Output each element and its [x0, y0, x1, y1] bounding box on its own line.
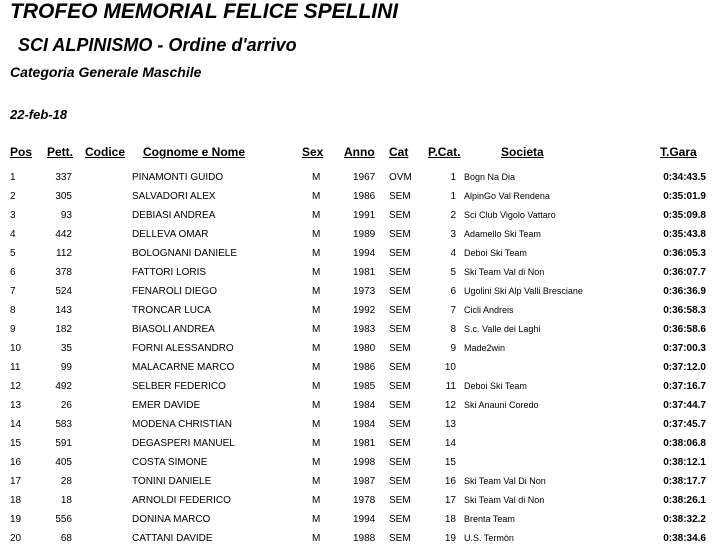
bib-cell: 337: [55, 172, 72, 183]
athlete-name-cell: MALACARNE MARCO: [132, 362, 235, 373]
birth-year-cell: 1986: [353, 362, 376, 373]
race-time-cell: 0:35:43.8: [663, 229, 706, 240]
birth-year-cell: 1984: [353, 400, 376, 411]
bib-cell: 18: [60, 495, 72, 506]
bib-cell: 143: [55, 305, 72, 316]
position-cell: 18: [10, 495, 22, 506]
birth-year-cell: 1967: [353, 172, 376, 183]
category-position-cell: 4: [450, 248, 456, 259]
birth-year-cell: 1980: [353, 343, 376, 354]
race-time-cell: 0:36:36.9: [663, 286, 706, 297]
bib-cell: 182: [55, 324, 72, 335]
header-cat: Cat: [389, 145, 409, 159]
bib-cell: 68: [60, 533, 72, 544]
position-cell: 20: [10, 533, 22, 544]
category-cell: SEM: [389, 400, 411, 411]
athlete-name-cell: FENAROLI DIEGO: [132, 286, 218, 297]
category-position-cell: 12: [444, 400, 456, 411]
athlete-name-cell: BOLOGNANI DANIELE: [132, 248, 238, 259]
athlete-name-cell: BIASOLI ANDREA: [132, 324, 215, 335]
athlete-name-cell: DEBIASI ANDREA: [132, 210, 216, 221]
athlete-name-cell: SELBER FEDERICO: [132, 381, 226, 392]
table-row: [0, 397, 718, 416]
birth-year-cell: 1978: [353, 495, 376, 506]
club-cell: Bogn Na Dia: [464, 172, 516, 182]
table-row: [0, 226, 718, 245]
category-cell: SEM: [389, 305, 411, 316]
table-row: [0, 302, 718, 321]
bib-cell: 378: [55, 267, 72, 278]
header-pos: Pos: [10, 145, 33, 159]
position-cell: 12: [10, 381, 22, 392]
birth-year-cell: 1981: [353, 438, 376, 449]
sex-cell: M: [312, 286, 321, 297]
position-cell: 17: [10, 476, 22, 487]
race-time-cell: 0:38:26.1: [663, 495, 706, 506]
category-cell: SEM: [389, 457, 411, 468]
table-row: [0, 169, 718, 188]
birth-year-cell: 1998: [353, 457, 376, 468]
birth-year-cell: 1981: [353, 267, 376, 278]
bib-cell: 93: [60, 210, 72, 221]
category-position-cell: 1: [450, 191, 456, 202]
position-cell: 15: [10, 438, 22, 449]
sex-cell: M: [312, 324, 321, 335]
position-cell: 9: [10, 324, 16, 335]
race-date: 22-feb-18: [10, 107, 68, 122]
bib-cell: 583: [55, 419, 72, 430]
bib-cell: 591: [55, 438, 72, 449]
header-societa: Societa: [501, 145, 544, 159]
race-time-cell: 0:36:58.6: [663, 324, 706, 335]
athlete-name-cell: MODENA CHRISTIAN: [132, 419, 233, 430]
club-cell: Ski Team Val Di Non: [464, 476, 546, 486]
sex-cell: M: [312, 343, 321, 354]
category-cell: SEM: [389, 191, 411, 202]
sex-cell: M: [312, 229, 321, 240]
category-cell: SEM: [389, 343, 411, 354]
category-cell: OVM: [389, 172, 412, 183]
race-time-cell: 0:37:12.0: [663, 362, 706, 373]
club-cell: Cicli Andreis: [464, 305, 514, 315]
table-row: [0, 473, 718, 492]
category-position-cell: 5: [450, 267, 456, 278]
sex-cell: M: [312, 362, 321, 373]
birth-year-cell: 1986: [353, 191, 376, 202]
position-cell: 1: [10, 172, 16, 183]
table-row: [0, 435, 718, 454]
club-cell: U.S. Termòn: [464, 533, 514, 543]
position-cell: 10: [10, 343, 22, 354]
position-cell: 11: [10, 362, 21, 373]
category-position-cell: 8: [450, 324, 456, 335]
header-codice: Codice: [85, 145, 126, 159]
position-cell: 5: [10, 248, 16, 259]
position-cell: 16: [10, 457, 22, 468]
athlete-name-cell: DONINA MARCO: [132, 514, 211, 525]
birth-year-cell: 1989: [353, 229, 376, 240]
race-time-cell: 0:34:43.5: [663, 172, 706, 183]
header-sex: Sex: [302, 145, 324, 159]
table-row: [0, 530, 718, 549]
bib-cell: 28: [60, 476, 72, 487]
sex-cell: M: [312, 476, 321, 487]
category-position-cell: 7: [450, 305, 456, 316]
sex-cell: M: [312, 305, 321, 316]
athlete-name-cell: DEGASPERI MANUEL: [132, 438, 235, 449]
birth-year-cell: 1985: [353, 381, 376, 392]
race-time-cell: 0:37:00.3: [663, 343, 706, 354]
club-cell: Adamello Ski Team: [464, 229, 541, 239]
sex-cell: M: [312, 267, 321, 278]
position-cell: 4: [10, 229, 16, 240]
athlete-name-cell: ARNOLDI FEDERICO: [132, 495, 231, 506]
club-cell: Ski Team Val di Non: [464, 495, 545, 505]
athlete-name-cell: COSTA SIMONE: [132, 457, 208, 468]
table-row: [0, 511, 718, 530]
race-time-cell: 0:38:34.6: [663, 533, 706, 544]
position-cell: 6: [10, 267, 16, 278]
category-position-cell: 16: [444, 476, 456, 487]
bib-cell: 35: [60, 343, 72, 354]
athlete-name-cell: FATTORI LORIS: [132, 267, 207, 278]
sex-cell: M: [312, 457, 321, 468]
athlete-name-cell: TRONCAR LUCA: [132, 305, 211, 316]
table-row: [0, 492, 718, 511]
category-position-cell: 3: [450, 229, 456, 240]
sex-cell: M: [312, 191, 321, 202]
table-row: [0, 245, 718, 264]
position-cell: 2: [10, 191, 16, 202]
race-time-cell: 0:37:45.7: [663, 419, 706, 430]
club-cell: Brenta Team: [464, 514, 515, 524]
table-row: [0, 359, 718, 378]
bib-cell: 305: [55, 191, 72, 202]
athlete-name-cell: SALVADORI ALEX: [132, 191, 216, 202]
club-cell: Ski Anauni Coredo: [464, 400, 539, 410]
athlete-name-cell: CATTANI DAVIDE: [132, 533, 213, 544]
table-row: [0, 321, 718, 340]
position-cell: 7: [10, 286, 16, 297]
category-cell: SEM: [389, 419, 411, 430]
category-position-cell: 6: [450, 286, 456, 297]
header-pett: Pett.: [47, 145, 74, 159]
category-cell: SEM: [389, 267, 411, 278]
birth-year-cell: 1991: [353, 210, 376, 221]
position-cell: 8: [10, 305, 16, 316]
race-time-cell: 0:37:16.7: [663, 381, 706, 392]
category-position-cell: 11: [445, 381, 456, 392]
category-cell: SEM: [389, 286, 411, 297]
category-cell: SEM: [389, 324, 411, 335]
header-anno: Anno: [344, 145, 375, 159]
position-cell: 14: [10, 419, 22, 430]
position-cell: 13: [10, 400, 22, 411]
table-row: [0, 340, 718, 359]
sex-cell: M: [312, 514, 321, 525]
bib-cell: 26: [60, 400, 72, 411]
birth-year-cell: 1983: [353, 324, 376, 335]
table-row: [0, 454, 718, 473]
birth-year-cell: 1992: [353, 305, 376, 316]
sex-cell: M: [312, 495, 321, 506]
table-row: [0, 188, 718, 207]
bib-cell: 556: [55, 514, 72, 525]
sex-cell: M: [312, 533, 321, 544]
position-cell: 3: [10, 210, 16, 221]
race-time-cell: 0:38:17.7: [663, 476, 706, 487]
club-cell: AlpinGo Val Rendena: [464, 191, 550, 201]
sex-cell: M: [312, 419, 321, 430]
document-subtitle: SCI ALPINISMO - Ordine d'arrivo: [18, 35, 297, 55]
birth-year-cell: 1973: [353, 286, 376, 297]
table-row: [0, 416, 718, 435]
position-cell: 19: [10, 514, 22, 525]
category-position-cell: 15: [444, 457, 456, 468]
club-cell: Ski Team Val di Non: [464, 267, 545, 277]
table-row: [0, 207, 718, 226]
race-time-cell: 0:38:12.1: [663, 457, 706, 468]
club-cell: Sci Club Vigolo Vattaro: [464, 210, 556, 220]
race-time-cell: 0:37:44.7: [663, 400, 706, 411]
race-time-cell: 0:38:32.2: [663, 514, 706, 525]
category-cell: SEM: [389, 514, 411, 525]
bib-cell: 99: [60, 362, 72, 373]
birth-year-cell: 1988: [353, 533, 376, 544]
category-position-cell: 10: [444, 362, 456, 373]
sex-cell: M: [312, 248, 321, 259]
sex-cell: M: [312, 400, 321, 411]
bib-cell: 112: [56, 248, 72, 259]
category-cell: SEM: [389, 229, 411, 240]
category-cell: SEM: [389, 533, 411, 544]
category-position-cell: 2: [450, 210, 456, 221]
race-time-cell: 0:35:01.9: [663, 191, 706, 202]
category-cell: SEM: [389, 381, 411, 392]
birth-year-cell: 1984: [353, 419, 376, 430]
club-cell: Ugolini Ski Alp Valli Bresciane: [464, 286, 583, 296]
table-row: [0, 264, 718, 283]
athlete-name-cell: PINAMONTI GUIDO: [132, 172, 224, 183]
category-position-cell: 19: [444, 533, 456, 544]
athlete-name-cell: FORNI ALESSANDRO: [132, 343, 234, 354]
birth-year-cell: 1987: [353, 476, 376, 487]
header-tgara: T.Gara: [660, 145, 697, 159]
category-position-cell: 9: [450, 343, 456, 354]
race-time-cell: 0:36:05.3: [663, 248, 706, 259]
category-cell: SEM: [389, 362, 411, 373]
club-cell: Deboi Ski Team: [464, 248, 527, 258]
category-cell: SEM: [389, 438, 411, 449]
bib-cell: 492: [55, 381, 72, 392]
bib-cell: 442: [55, 229, 72, 240]
category-position-cell: 14: [444, 438, 456, 449]
race-time-cell: 0:36:07.7: [663, 267, 706, 278]
category-cell: SEM: [389, 495, 411, 506]
club-cell: Made2win: [464, 343, 506, 353]
document-title: TROFEO MEMORIAL FELICE SPELLINI: [10, 0, 399, 23]
category-label: Categoria Generale Maschile: [10, 64, 202, 80]
category-cell: SEM: [389, 210, 411, 221]
category-position-cell: 1: [450, 172, 456, 183]
athlete-name-cell: DELLEVA OMAR: [132, 229, 209, 240]
table-row: [0, 378, 718, 397]
club-cell: S.c. Valle dei Laghi: [464, 324, 541, 334]
sex-cell: M: [312, 172, 321, 183]
birth-year-cell: 1994: [353, 248, 376, 259]
category-position-cell: 13: [444, 419, 456, 430]
category-position-cell: 17: [444, 495, 456, 506]
sex-cell: M: [312, 438, 321, 449]
race-time-cell: 0:38:06.8: [663, 438, 706, 449]
athlete-name-cell: EMER DAVIDE: [132, 400, 201, 411]
header-pcat: P.Cat.: [428, 145, 461, 159]
bib-cell: 524: [55, 286, 72, 297]
club-cell: Deboi Ski Team: [464, 381, 527, 391]
table-row: [0, 283, 718, 302]
header-name: Cognome e Nome: [143, 145, 246, 159]
sex-cell: M: [312, 381, 321, 392]
athlete-name-cell: TONINI DANIELE: [132, 476, 212, 487]
category-position-cell: 18: [444, 514, 456, 525]
birth-year-cell: 1994: [353, 514, 376, 525]
sex-cell: M: [312, 210, 321, 221]
race-time-cell: 0:35:09.8: [663, 210, 706, 221]
category-cell: SEM: [389, 248, 411, 259]
race-time-cell: 0:36:58.3: [663, 305, 706, 316]
category-cell: SEM: [389, 476, 411, 487]
bib-cell: 405: [55, 457, 72, 468]
